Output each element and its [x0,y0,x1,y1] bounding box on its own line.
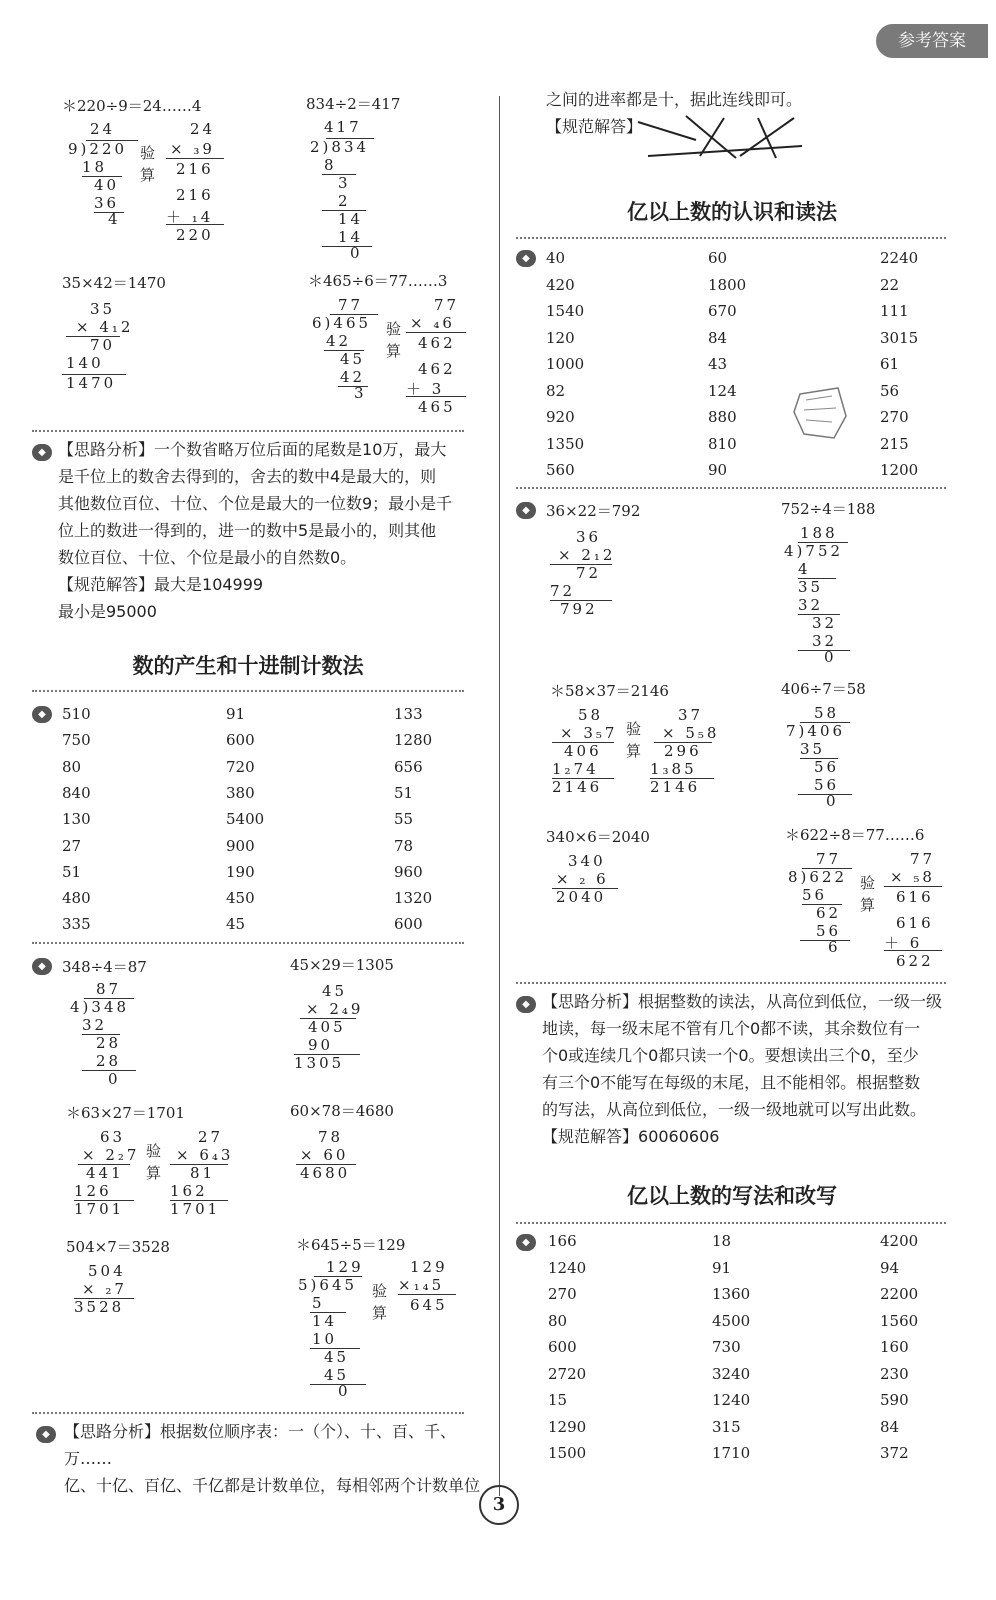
grid-answer-cell: 166 [548,1232,577,1250]
grid-answer-cell: 2240 [880,249,919,267]
grid-answer-cell: 590 [880,1391,909,1409]
dotted-separator [516,1222,946,1224]
grid-answer-cell: 670 [708,302,737,320]
grid-answer-cell: 27 [62,836,82,855]
grid-answer-cell: 480 [62,889,91,908]
check-label: 验算 [372,1282,388,1322]
grid-answer-cell: 43 [708,355,728,373]
equation-label: ＊645÷5＝129 [296,1236,406,1254]
equation-label: ＊58×37＝2146 [550,682,669,700]
grid-answer-cell: 420 [546,275,575,294]
equation-label: 504×7＝3528 [66,1238,170,1256]
analysis-text: 【思路分析】一个数省略万位后面的尾数是10万，最大 是千位上的数舍去得到的，舍去的数中4是最大的，则 其他数位百位、十位、个位是最大的一位数9；最小是千 位上的数进一得到的，进一的数中5是最小的，则其他 数位百位、十位、个位是最小的自然数0。 【规范解答】最大是104999 最小是95000 [58,440,453,621]
grid-answer-cell: 900 [226,836,255,855]
question-number-icon: ◆ [516,250,536,267]
analysis-text-right: 【思路分析】根据整数的读法，从高位到低位，一级一级 地读，每一级末尾不管有几个0都不读，其余数位有一 个0或连续几个0都只读一个0。要想读出三个0，至少 有三个0不能写在每级的末尾，且不能相邻。根据整数 的写法，从高位到低位，一级一级地就可以写出此数。 【规范解答】60060606 [542,992,943,1146]
grid-answer-cell: 51 [62,862,82,881]
grid-answer-cell: 84 [880,1417,900,1436]
equation-label: 340×6＝2040 [546,828,650,846]
equation-label: 834÷2＝417 [306,95,401,113]
grid-answer-cell: 1280 [394,731,433,750]
grid-answer-cell: 130 [62,810,91,829]
grid-answer-cell: 600 [548,1338,577,1356]
question-number-icon: ◆ [32,958,52,975]
grid-answer-cell: 91 [712,1258,732,1277]
grid-answer-cell: 510 [62,705,91,723]
grid-answer-cell: 840 [62,783,91,802]
grid-answer-cell: 94 [880,1258,900,1277]
grid-answer-cell: 380 [226,783,255,802]
equation-label: 752÷4＝188 [781,500,876,518]
grid-answer-cell: 56 [880,381,900,400]
section-title-writing: 亿以上数的写法和改写 [627,1184,837,1208]
grid-answer-cell: 920 [546,408,575,426]
grid-answer-cell: 372 [880,1444,909,1462]
dotted-separator [516,982,946,984]
check-label: 验算 [140,144,156,184]
question-number-icon: ◆ [516,1234,536,1251]
check-label: 验算 [860,874,876,914]
grid-answer-cell: 1000 [546,355,585,373]
grid-answer-cell: 3015 [880,328,919,347]
grid-answer-cell: 600 [226,731,255,750]
grid-answer-cell: 1240 [712,1391,751,1409]
grid-answer-cell: 91 [226,705,246,723]
grid-answer-cell: 450 [226,889,255,908]
grid-answer-cell: 1320 [394,889,433,908]
stamp-icon [790,386,850,442]
equation-label: 406÷7＝58 [781,680,866,698]
page-number: 3 [479,1485,519,1525]
grid-answer-cell: 1350 [546,434,585,453]
grid-answer-cell: 1500 [548,1444,587,1462]
check-label: 验算 [626,720,642,760]
grid-answer-cell: 80 [548,1311,568,1330]
equation-label: ＊465÷6＝77……3 [308,272,448,290]
grid-answer-cell: 720 [226,757,255,776]
grid-answer-cell: 1240 [548,1258,587,1277]
dotted-separator [516,487,946,489]
grid-answer-cell: 880 [708,408,737,426]
grid-answer-cell: 270 [880,408,909,426]
grid-answer-cell: 560 [546,461,575,479]
grid-answer-cell: 230 [880,1364,909,1383]
grid-answer-cell: 1200 [880,461,919,479]
question-number-icon: ◆ [32,444,52,461]
grid-answer-cell: 270 [548,1285,577,1303]
grid-answer-cell: 18 [712,1232,732,1250]
equation-label: 60×78＝4680 [290,1102,394,1120]
grid-answer-cell: 315 [712,1417,741,1436]
equation-label: ＊63×27＝1701 [66,1104,185,1122]
grid-answer-cell: 1800 [708,275,747,294]
grid-answer-cell: 124 [708,381,737,400]
check-label: 验算 [386,320,402,360]
equation-label: ＊220÷9＝24……4 [62,97,202,115]
grid-answer-cell: 111 [880,302,909,320]
analysis-text-2: 【思路分析】根据数位顺序表：一（个）、十、百、千、万…… 亿、十亿、百亿、千亿都是计数单位，每相邻两个计数单位 [64,1422,481,1495]
grid-answer-cell: 40 [546,249,566,267]
grid-answer-cell: 160 [880,1338,909,1356]
equation-label: 35×42＝1470 [62,274,166,292]
grid-answer-cell: 960 [394,862,423,881]
grid-answer-cell: 4200 [880,1232,919,1250]
question-number-icon: ◆ [516,502,536,519]
grid-answer-cell: 82 [546,381,566,400]
grid-answer-cell: 45 [226,915,246,934]
grid-answer-cell: 810 [708,434,737,453]
matching-lines-diagram [636,112,806,164]
grid-answer-cell: 2720 [548,1364,587,1383]
check-label: 验算 [146,1142,162,1182]
question-number-icon: ◆ [516,996,536,1013]
grid-answer-cell: 120 [546,328,575,347]
dotted-separator [516,237,946,239]
question-number-icon: ◆ [36,1426,56,1443]
grid-answer-cell: 1290 [548,1417,587,1436]
grid-answer-cell: 656 [394,757,423,776]
equation-label: 36×22＝792 [546,502,641,520]
grid-answer-cell: 61 [880,355,900,373]
grid-answer-cell: 133 [394,705,423,723]
equation-label: ＊622÷8＝77……6 [785,826,925,844]
grid-answer-cell: 4500 [712,1311,751,1330]
equation-label: 348÷4＝87 [62,958,147,976]
grid-answer-cell: 750 [62,731,91,750]
grid-answer-cell: 190 [226,862,255,881]
grid-answer-cell: 90 [708,461,728,479]
grid-answer-cell: 1360 [712,1285,751,1303]
grid-answer-cell: 1540 [546,302,585,320]
continuation-text: 之间的进率都是十，据此连线即可。 【规范解答】 [546,90,803,136]
dotted-separator [32,1412,464,1414]
grid-answer-cell: 15 [548,1391,568,1409]
column-divider [499,96,500,1496]
grid-answer-cell: 215 [880,434,909,453]
grid-answer-cell: 600 [394,915,423,934]
grid-answer-cell: 1710 [712,1444,751,1462]
dotted-separator [32,690,464,692]
equation-label: 45×29＝1305 [290,956,394,974]
grid-answer-cell: 80 [62,757,82,776]
grid-answer-cell: 730 [712,1338,741,1356]
grid-answer-cell: 5400 [226,810,265,829]
grid-answer-cell: 3240 [712,1364,751,1383]
grid-answer-cell: 1560 [880,1311,919,1330]
grid-answer-cell: 60 [708,249,728,267]
dotted-separator [32,942,464,944]
grid-answer-cell: 78 [394,836,414,855]
grid-answer-cell: 335 [62,915,91,934]
section-title-reading: 亿以上数的认识和读法 [627,200,837,224]
section-title-decimal: 数的产生和十进制计数法 [132,654,364,678]
grid-answer-cell: 22 [880,275,900,294]
grid-answer-cell: 84 [708,328,728,347]
grid-answer-cell: 51 [394,783,414,802]
dotted-separator [32,430,464,432]
grid-answer-cell: 2200 [880,1285,919,1303]
answer-key-tag: 参考答案 [876,24,988,58]
question-number-icon: ◆ [32,706,52,723]
grid-answer-cell: 55 [394,810,414,829]
